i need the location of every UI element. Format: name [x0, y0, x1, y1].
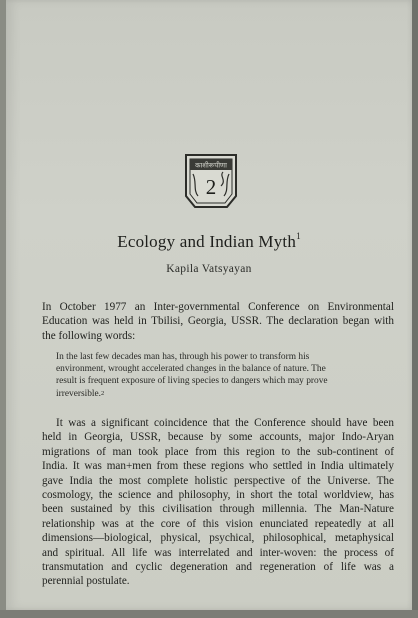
text-line: held in Georgia, USSR, because by some accounts, major Indo-Aryan — [42, 431, 394, 444]
intro-paragraph — [42, 300, 394, 343]
author-name: Kapila Vatsyayan — [166, 263, 252, 275]
chapter-title-text: Ecology and Indian Myth — [117, 232, 297, 251]
text-line: relationship was at the core of this vision enunciated repeatedly at all — [42, 517, 394, 530]
page-edge — [412, 0, 418, 618]
text-line: and spiritual. All life was interrelated and inter-woven: the process of — [42, 546, 394, 559]
text-line: migrations of man took place from this region to the sub-continent of — [42, 445, 394, 458]
text-line: perennial postulate. — [42, 575, 130, 588]
block-quote — [56, 351, 386, 400]
text-line: transmutation and cyclic degeneration and regeneration of life was a — [42, 561, 394, 574]
emblem-script: काशीरूपीणा — [195, 161, 227, 170]
text-line: the following words: — [42, 329, 136, 342]
text-line: gave India the most complete holistic perspective of the Universe. The — [42, 474, 394, 487]
quote-line-last — [56, 388, 386, 400]
chapter-title — [0, 232, 418, 252]
quote-line: environment, wrought accelerated changes in the balance of nature. The — [56, 364, 326, 375]
quote-line-text: irreversible. — [56, 388, 102, 399]
quote-footnote-marker: 2 — [101, 389, 105, 397]
text-line: It was a significant coincidence that the Conference should have been — [56, 417, 394, 429]
text-line: Education was held in Tbilisi, Georgia, USSR. The declaration began with — [42, 315, 394, 328]
text-line: been sustained by this civilisation through millennia. The Man-Nature — [42, 503, 394, 516]
quote-line: result is frequent exposure of living species to dangers which may prove — [56, 376, 328, 387]
text-line: India. It was man+men from these regions who settled in India ultimately — [42, 460, 394, 473]
text-line: cosmology, the science and philosophy, in short the total worldview, has — [42, 489, 394, 502]
page-bottom-edge — [0, 610, 418, 618]
text-line: dimensions—biological, physical, psychical, philosophical, metaphysical — [42, 532, 394, 545]
text-line: In October 1977 an Inter-governmental Conference on Environmental — [42, 301, 394, 313]
chapter-number: 2 — [205, 175, 217, 199]
title-footnote-marker: 1 — [296, 231, 301, 241]
quote-line: In the last few decades man has, through his power to transform his — [56, 352, 310, 362]
body-paragraph — [42, 416, 394, 589]
